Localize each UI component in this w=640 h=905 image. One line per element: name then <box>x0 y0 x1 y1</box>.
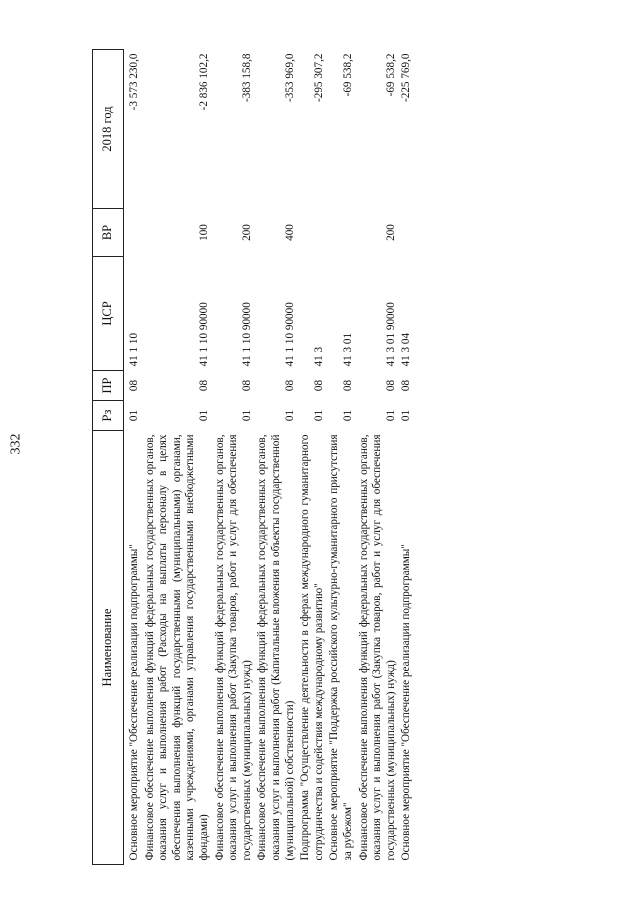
row-name: Подпрограмма "Осуществление деятельности в сферах международного гуманитарного сотрудничества и содействия международному развитию" <box>299 434 325 861</box>
row-value: -3 573 230,0 <box>128 53 140 111</box>
row-csr: 41 3 <box>312 346 325 367</box>
row-rz: 01 <box>384 409 397 422</box>
budget-table <box>92 49 415 865</box>
row-pr: 08 <box>400 379 413 392</box>
header-vr: ВР <box>93 209 124 257</box>
row-pr: 08 <box>197 379 210 392</box>
row-vr <box>298 209 327 257</box>
table-row <box>124 50 143 865</box>
header-pr: ПР <box>93 371 124 401</box>
row-csr: 41 1 10 90000 <box>240 302 253 367</box>
table-row <box>327 50 356 865</box>
row-name: Финансовое обеспечение выполнения функций федеральных государственных органов, оказания услуг и выполнения работ (Капитальные вложения в объекты государственной (муниципальной) собственности) <box>256 434 296 861</box>
table-header-row <box>93 50 124 865</box>
row-vr: 200 <box>240 224 253 241</box>
table-row <box>143 50 213 865</box>
row-csr: 41 1 10 <box>128 332 140 367</box>
row-vr: 200 <box>384 224 397 241</box>
row-rz: 01 <box>197 409 210 422</box>
row-name: Финансовое обеспечение выполнения функций федеральных государственных органов, оказания услуг и выполнения работ (Закупка товаров, работ и услуг для обеспечения государственных (муниципальных) нужд) <box>357 434 397 861</box>
row-vr: 400 <box>283 224 296 241</box>
row-vr <box>327 209 356 257</box>
row-pr: 08 <box>341 379 354 392</box>
header-name: Наименование <box>93 431 124 865</box>
row-csr: 41 1 10 90000 <box>197 302 210 367</box>
row-rz: 01 <box>240 409 253 422</box>
table-row <box>298 50 327 865</box>
rotated-table-area <box>92 50 622 865</box>
row-value: -69 538,2 <box>341 53 354 97</box>
header-year: 2018 год <box>93 50 124 209</box>
row-csr: 41 3 01 <box>341 332 354 367</box>
row-value: -383 158,8 <box>240 53 253 102</box>
row-vr <box>399 209 415 257</box>
row-rz: 01 <box>312 409 325 422</box>
row-rz: 01 <box>341 409 354 422</box>
row-pr: 08 <box>312 379 325 392</box>
row-rz: 01 <box>400 409 413 422</box>
row-name: Основное мероприятие "Обеспечение реализации подпрограммы" <box>128 544 140 861</box>
header-rz: Рз <box>93 401 124 431</box>
row-pr: 08 <box>283 379 296 392</box>
row-value: -69 538,2 <box>384 53 397 97</box>
row-name: Основное мероприятие "Обеспечение реализации подпрограммы" <box>400 544 413 861</box>
row-name: Финансовое обеспечение выполнения функций федеральных государственных органов, оказания услуг и выполнения работ (Закупка товаров, работ и услуг для обеспечения государственных (муниципальных) нужд) <box>213 434 253 861</box>
row-rz: 01 <box>128 409 140 422</box>
row-value: -295 307,2 <box>312 53 325 102</box>
row-vr <box>124 209 143 257</box>
row-csr: 41 3 04 <box>400 332 413 367</box>
row-value: -2 836 102,2 <box>197 53 210 111</box>
row-value: -225 769,0 <box>400 53 413 102</box>
table-row <box>357 50 400 865</box>
row-rz: 01 <box>283 409 296 422</box>
page-number: 332 <box>8 433 24 455</box>
table-row <box>399 50 415 865</box>
row-vr: 100 <box>197 224 210 241</box>
row-csr: 41 1 10 90000 <box>283 302 296 367</box>
row-pr: 08 <box>240 379 253 392</box>
row-csr: 41 3 01 90000 <box>384 302 397 367</box>
table-row <box>213 50 256 865</box>
row-name: Основное мероприятие "Поддержка российского культурно-гуманитарного присутствия за рубежом" <box>328 434 354 861</box>
header-csr: ЦСР <box>93 257 124 371</box>
row-name: Финансовое обеспечение выполнения функций федеральных государственных органов, оказания услуг и выполнения работ (Расходы на выплаты персоналу в целях обеспечения выполнения функций государственными (муниципальными) органами, казенными учреждениями, органами управления государственными внебюджетными фондами) <box>143 434 210 861</box>
row-pr: 08 <box>384 379 397 392</box>
row-pr: 08 <box>128 379 140 392</box>
table-row <box>255 50 298 865</box>
row-value: -353 969,0 <box>283 53 296 102</box>
budget-table-wrapper <box>92 50 622 865</box>
